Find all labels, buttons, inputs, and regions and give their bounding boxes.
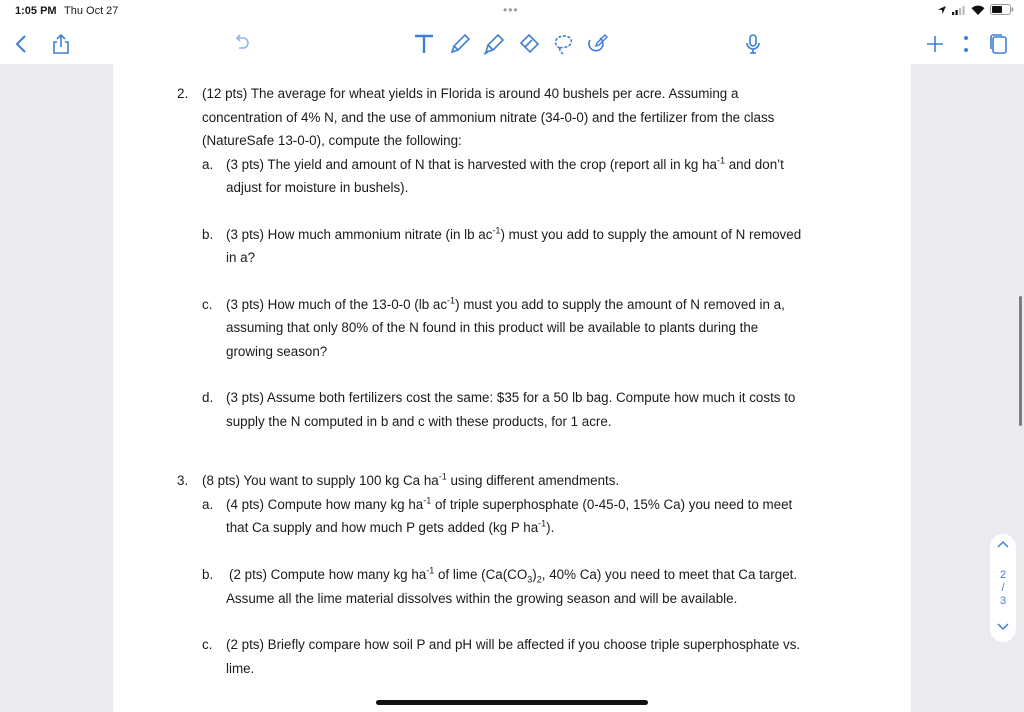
lasso-icon[interactable] (551, 31, 577, 57)
highlighter-icon[interactable] (481, 31, 507, 57)
multitask-dots[interactable]: ••• (503, 3, 519, 17)
q2b-line-1: (3 pts) How much ammonium nitrate (in lb $ac^{-1}$) must you add to supply the amount of N removed (226, 225, 802, 242)
question-3-number: 3. (177, 473, 189, 488)
back-chevron-icon[interactable] (8, 31, 34, 57)
status-time: 1:05 PM (15, 5, 57, 17)
undo-icon[interactable] (229, 31, 255, 57)
total-pages-number: 3 (999, 595, 1007, 607)
battery-icon (990, 4, 1014, 15)
share-icon[interactable] (48, 31, 74, 57)
question-2-number: 2. (177, 86, 189, 101)
wifi-icon (971, 5, 985, 15)
q3b-line-1: (2 pts) Compute how many kg $ha^{-1}$ of lime ($Ca(CO_3)_2$, 40% Ca) you need to meet that Ca target. (229, 565, 798, 585)
current-page-number: 2 (999, 569, 1007, 581)
home-indicator[interactable] (376, 700, 648, 705)
q3a-line-1: (4 pts) Compute how many kg $ha^{-1}$ of triple superphosphate (0-45-0, 15% Ca) you need to meet (226, 495, 793, 512)
q2b-line-2: in a? (226, 250, 256, 265)
q3a-line-2: that Ca supply and how much P gets added (kg P $ha^{-1}$). (226, 518, 555, 535)
q3c-letter: c. (202, 637, 213, 652)
q2a-line-2: adjust for moisture in bushels). (226, 180, 409, 195)
question-2-line-3: (NatureSafe 13-0-0), compute the following: (202, 133, 462, 148)
location-icon (937, 5, 947, 15)
question-2-line-1: (12 pts) The average for wheat yields in Florida is around 40 bushels per acre. Assuming a (202, 86, 739, 101)
q2d-line-2: supply the N computed in b and c with these products, for 1 acre. (226, 413, 612, 429)
q2d-letter: d. (202, 390, 214, 405)
q3b-letter: b. (202, 567, 214, 582)
shape-pen-icon[interactable] (585, 31, 611, 57)
microphone-icon[interactable] (740, 31, 766, 57)
q2c-line-3: growing season? (226, 343, 328, 359)
q3b-line-2: Assume all the lime material dissolves within the growing season and will be available. (226, 590, 738, 606)
pages-icon[interactable] (986, 31, 1012, 57)
q3c-line-2: lime. (226, 660, 255, 676)
q2a-letter: a. (202, 156, 214, 172)
more-icon[interactable] (953, 31, 979, 57)
status-date: Thu Oct 27 (64, 5, 119, 17)
question-2-line-2: concentration of 4% N, and the use of ammonium nitrate (34-0-0) and the fertilizer from the class (202, 109, 775, 125)
page-separator: / (1001, 582, 1005, 594)
toolbar (0, 22, 1024, 64)
document-page[interactable] (113, 64, 911, 712)
page-up-chevron-icon[interactable] (997, 539, 1009, 553)
eraser-icon[interactable] (516, 31, 542, 57)
q3c-line-1: (2 pts) Briefly compare how soil P and pH will be affected if you choose triple superphosphate vs. (226, 637, 801, 652)
status-bar (0, 0, 1024, 22)
question-3-line-1: (8 pts) You want to supply 100 kg Ca $ha^{-1}$ using different amendments. (202, 471, 620, 488)
q2c-letter: c. (202, 296, 213, 312)
status-indicators (937, 4, 1014, 15)
vertical-scrollbar[interactable] (1019, 296, 1022, 426)
text-tool-icon[interactable] (411, 31, 437, 57)
pen-icon[interactable] (447, 31, 473, 57)
page-navigator (990, 534, 1016, 642)
q3a-letter: a. (202, 496, 214, 512)
page-down-chevron-icon[interactable] (997, 622, 1009, 636)
q2c-line-1: (3 pts) How much of the 13-0-0 (lb $ac^{-1}$) must you add to supply the amount of N removed in a, (226, 295, 785, 312)
add-icon[interactable] (922, 31, 948, 57)
cellular-signal-icon (952, 5, 966, 15)
q2b-letter: b. (202, 226, 214, 242)
q2d-line-1: (3 pts) Assume both fertilizers cost the same: $35 for a 50 lb bag. Compute how much it costs to (226, 390, 796, 405)
q2a-line-1: (3 pts) The yield and amount of N that is harvested with the crop (report all in kg $ha^{-1}$ and don’t (226, 155, 784, 172)
q2c-line-2: assuming that only 80% of the N found in this product will be available to plants during the (226, 320, 759, 335)
